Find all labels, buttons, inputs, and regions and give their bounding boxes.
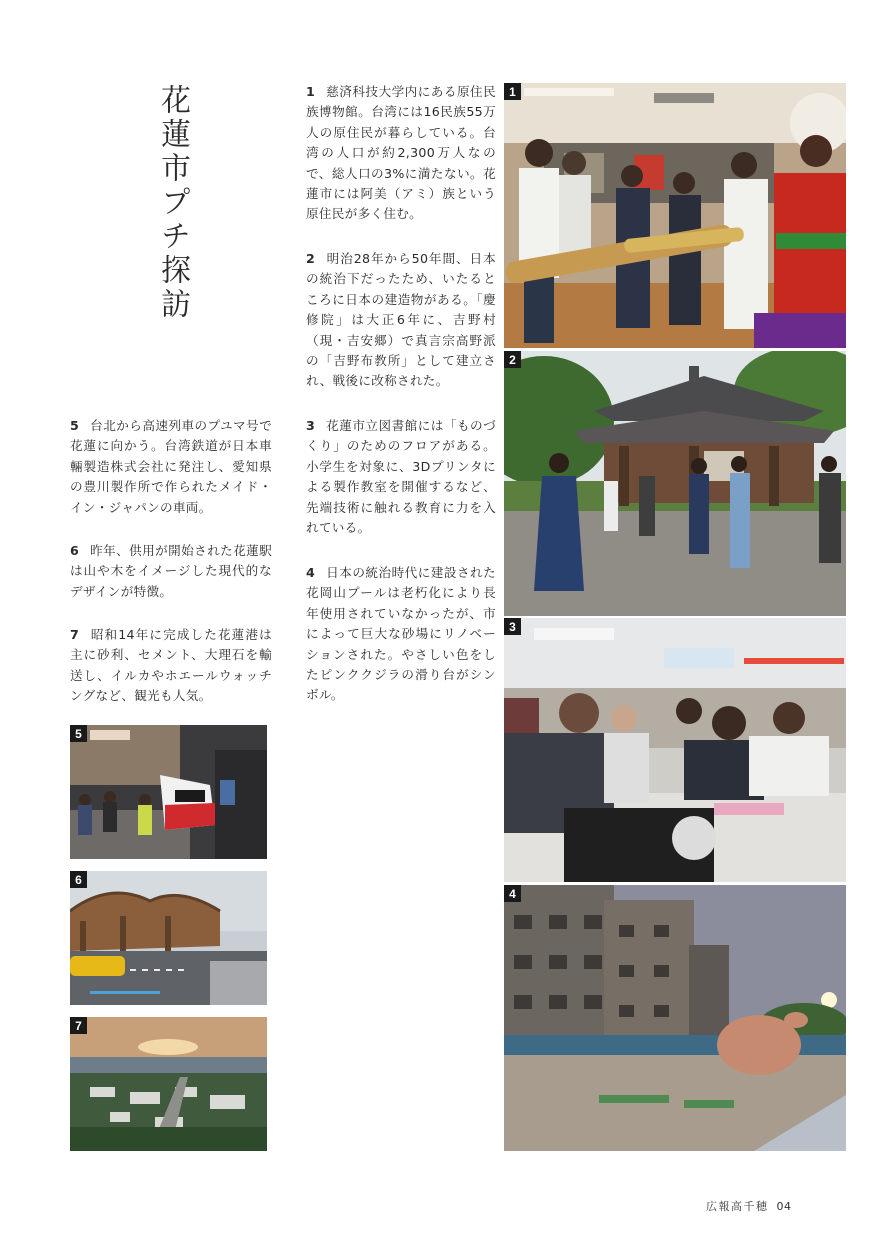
caption-text: 昨年、供用が開始された花蓮駅は山や木をイメージした現代的なデザインが特徴。: [70, 543, 272, 599]
caption-number: 5: [70, 418, 80, 433]
caption-text: 明治28年から50年間、日本の統治下だったため、いたるところに日本の建造物がある。「慶修院」は大正6年に、吉野村（現・吉安郷）で真言宗高野派の「吉野布教所」として建立され、戦後に改称された。: [306, 251, 496, 389]
photo-number-badge: 4: [504, 885, 521, 902]
caption-text: 花蓮市立図書館には「ものづくり」のためのフロアがある。小学生を対象に、3Dプリンタによる製作教室を開催するなど、先端技術に触れる教育に力を入れている。: [306, 418, 496, 536]
photo-number-badge: 6: [70, 871, 87, 888]
page-number: 04: [776, 1200, 792, 1213]
caption-text: 日本の統治時代に建設された花岡山プールは老朽化により長年使用されていなかったが、市によって巨大な砂場にリノベーションされた。やさしい色をしたピンククジラの滑り台がシンボル。: [306, 565, 496, 703]
caption-text: 台北から高速列車のプユマ号で花蓮に向かう。台湾鉄道が日本車輛製造株式会社に発注し、愛知県の豊川製作所で作られたメイド・イン・ジャパンの車両。: [70, 418, 272, 515]
photo-station: [70, 871, 267, 1005]
photo-number-badge: 2: [504, 351, 521, 368]
caption-3: [306, 416, 496, 538]
photo-number-badge: 1: [504, 83, 521, 100]
caption-5: [70, 416, 272, 518]
caption-1: [306, 82, 496, 225]
photo-temple: [504, 351, 846, 616]
caption-number: 3: [306, 418, 316, 433]
page-footer: [706, 1198, 792, 1214]
caption-number: 7: [70, 627, 80, 642]
caption-text: 慈済科技大学内にある原住民族博物館。台湾には16民族55万人の原住民が暮らしている。台湾の人口が約2,300万人なので、総人口の3%に満たない。花蓮市には阿美（アミ）族という原住民が多く住む。: [306, 84, 496, 222]
caption-text: 昭和14年に完成した花蓮港は主に砂利、セメント、大理石を輸送し、イルカやホエールウォッチングなど、観光も人気。: [70, 627, 272, 704]
page-title: 花蓮市プチ探訪: [155, 84, 190, 322]
photo-train: [70, 725, 267, 859]
caption-6: [70, 541, 272, 602]
caption-7: [70, 625, 272, 707]
caption-number: 6: [70, 543, 80, 558]
caption-number: 2: [306, 251, 316, 266]
caption-number: 1: [306, 84, 316, 99]
caption-4: [306, 563, 496, 706]
photo-library: [504, 618, 846, 882]
caption-2: [306, 249, 496, 392]
photo-museum: [504, 83, 846, 348]
publication-name: 広報高千穂: [706, 1200, 769, 1213]
photo-harbor: [70, 1017, 267, 1151]
photo-number-badge: 5: [70, 725, 87, 742]
photo-number-badge: 3: [504, 618, 521, 635]
photo-number-badge: 7: [70, 1017, 87, 1034]
caption-number: 4: [306, 565, 316, 580]
photo-whale-playground: [504, 885, 846, 1151]
